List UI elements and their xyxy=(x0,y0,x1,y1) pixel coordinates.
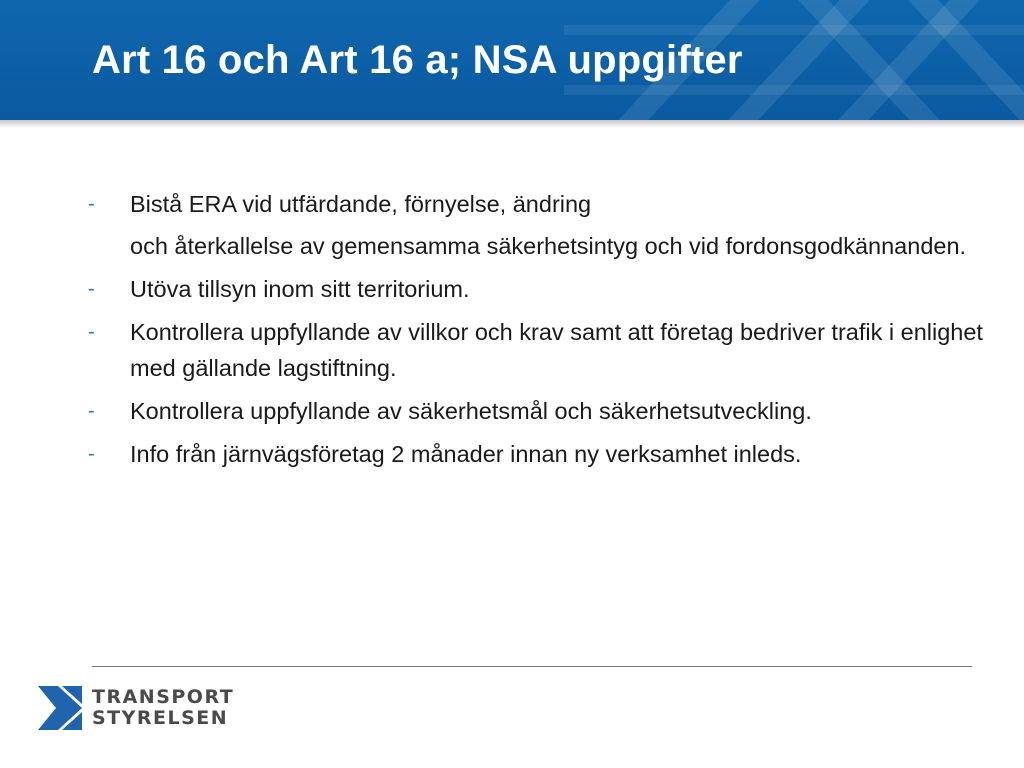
logo-wordmark xyxy=(92,687,234,729)
bullet-text: Info från järnvägsföretag 2 månader innan ny verksamhet inleds. xyxy=(130,441,802,467)
bullet-text: Utöva tillsyn inom sitt territorium. xyxy=(130,276,470,302)
bullet-item xyxy=(88,393,988,429)
logo-line-2: STYRELSEN xyxy=(92,707,229,729)
bullet-dash: - xyxy=(88,193,95,215)
bullet-item xyxy=(88,436,988,472)
bullet-dash: - xyxy=(88,443,95,465)
bullet-text: Bistå ERA vid utfärdande, förnyelse, ändring xyxy=(130,191,592,217)
bullet-list xyxy=(88,186,988,479)
bullet-dash: - xyxy=(88,278,95,300)
slide-title: Art 16 och Art 16 a; NSA uppgifter xyxy=(92,38,743,82)
bullet-text: Kontrollera uppfyllande av säkerhetsmål och säkerhetsutveckling. xyxy=(130,398,812,424)
bullet-item xyxy=(88,314,988,386)
bullet-dash: - xyxy=(88,321,95,343)
bullet-item xyxy=(88,186,988,264)
banner-shadow xyxy=(0,120,1024,128)
footer-divider xyxy=(92,666,972,667)
transportstyrelsen-logo-icon xyxy=(38,686,82,730)
title-banner xyxy=(0,0,1024,120)
bullet-dash: - xyxy=(88,400,95,422)
logo-line-1: TRANSPORT xyxy=(92,686,235,708)
bullet-text-continuation: och återkallelse av gemensamma säkerhetsintyg och vid fordonsgodkännanden. xyxy=(130,233,967,259)
bullet-text: Kontrollera uppfyllande av villkor och krav samt att företag bedriver trafik i enlighet med gällande lagstiftning. xyxy=(130,319,983,381)
bullet-item xyxy=(88,271,988,307)
